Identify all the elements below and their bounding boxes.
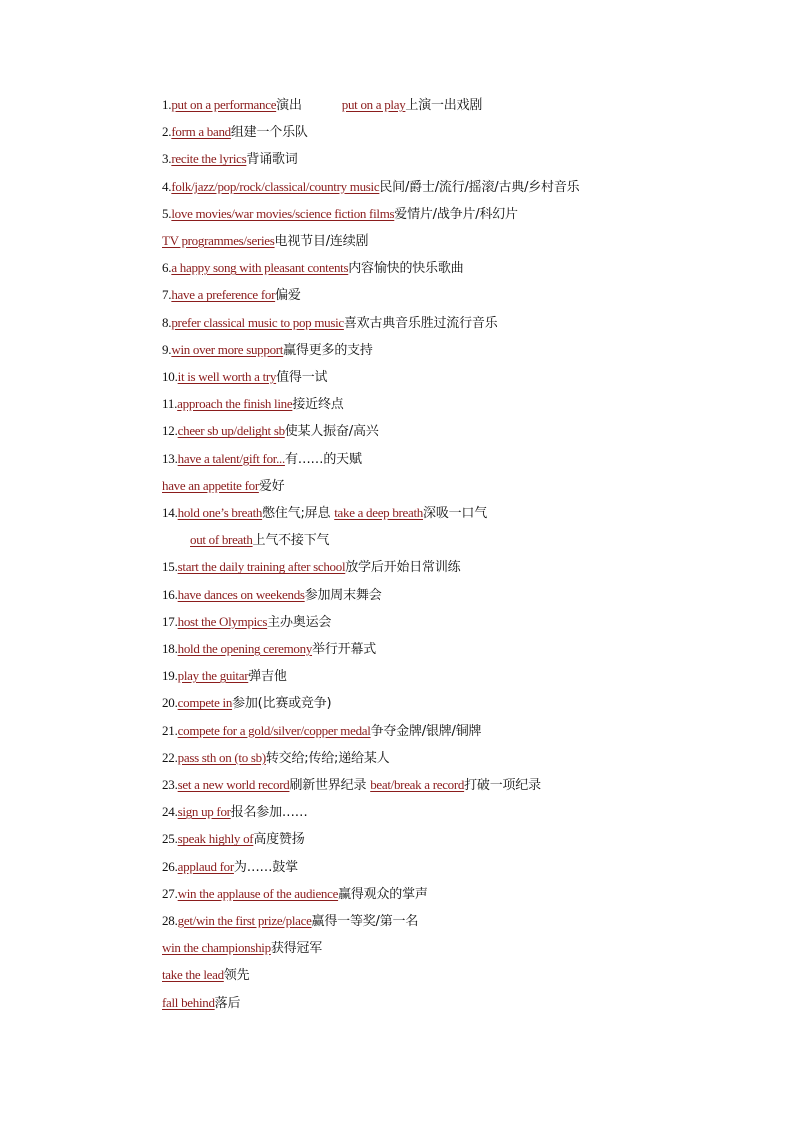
- item-number: 14.: [162, 505, 178, 520]
- phrase-line: [162, 829, 305, 849]
- chinese-meaning: 转交给;传给;递给某人: [265, 750, 390, 766]
- chinese-meaning: 为……鼓掌: [233, 859, 298, 875]
- chinese-meaning: 演出: [276, 98, 302, 113]
- english-phrase: put on a performance: [171, 97, 277, 112]
- item-number: 16.: [162, 586, 178, 602]
- chinese-meaning: 偏爱: [275, 288, 301, 304]
- chinese-meaning: 落后: [214, 995, 241, 1011]
- item-number: 13.: [162, 450, 178, 466]
- item-number: 23.: [162, 777, 178, 792]
- item-number: 9.: [162, 341, 172, 357]
- english-phrase: out of breath: [190, 532, 253, 548]
- phrase-line: [190, 530, 329, 550]
- chinese-meaning: 领先: [223, 968, 250, 984]
- english-phrase: TV programmes/series: [162, 233, 275, 248]
- english-phrase: compete for a gold/silver/copper medal: [177, 722, 371, 738]
- chinese-meaning: 喜欢古典音乐胜过流行音乐: [343, 315, 498, 331]
- phrase-line: [162, 911, 418, 931]
- item-number: 2.: [162, 124, 172, 140]
- phrase-line: [162, 231, 368, 251]
- english-phrase: set a new world record: [177, 777, 290, 792]
- english-phrase: have a talent/gift for...: [177, 450, 285, 466]
- item-number: 18.: [162, 641, 178, 656]
- phrase-line: [162, 666, 287, 686]
- item-number: 3.: [162, 151, 172, 167]
- item-number: 15.: [162, 559, 178, 575]
- chinese-meaning: 报名参加……: [230, 805, 308, 821]
- phrase-line: [162, 177, 579, 197]
- item-number: 25.: [162, 831, 178, 847]
- english-phrase: a happy song with pleasant contents: [171, 260, 349, 276]
- english-phrase: hold the opening ceremony: [177, 641, 313, 656]
- chinese-meaning: 赢得观众的掌声: [338, 886, 428, 902]
- item-number: 5.: [162, 205, 172, 221]
- phrase-line: [162, 721, 481, 741]
- chinese-meaning: 争夺金牌/银牌/铜牌: [370, 723, 482, 739]
- chinese-meaning: 接近终点: [292, 397, 344, 413]
- chinese-meaning: 组建一个乐队: [230, 125, 308, 141]
- phrase-line: [162, 884, 428, 904]
- chinese-meaning: 弹吉他: [248, 669, 287, 685]
- chinese-meaning: 深吸一口气: [423, 506, 488, 521]
- item-number: 20.: [162, 695, 178, 711]
- item-number: 26.: [162, 858, 178, 874]
- chinese-meaning: 打破一项纪录: [464, 778, 541, 793]
- chinese-meaning: 值得一试: [276, 370, 328, 385]
- phrase-line: [162, 476, 284, 496]
- chinese-meaning: 放学后开始日常训练: [345, 560, 461, 576]
- phrase-line: [162, 965, 249, 985]
- chinese-meaning: 背诵歌词: [246, 152, 298, 168]
- chinese-meaning: 憋住气;屏息: [262, 506, 331, 521]
- english-phrase: win the championship: [162, 940, 271, 956]
- item-number: 8.: [162, 314, 172, 330]
- english-phrase: form a band: [171, 124, 231, 140]
- phrase-line: [162, 775, 541, 795]
- item-number: 1.: [162, 97, 172, 112]
- phrase-line: [162, 258, 463, 278]
- english-phrase: love movies/war movies/science fiction films: [171, 205, 395, 221]
- item-number: 4.: [162, 178, 172, 194]
- english-phrase: cheer sb up/delight sb: [177, 423, 285, 439]
- english-phrase: beat/break a record: [370, 777, 465, 792]
- item-number: 21.: [162, 722, 178, 738]
- phrase-line: [162, 149, 298, 169]
- phrase-line: [162, 340, 373, 360]
- chinese-meaning: 有……的天赋: [284, 451, 362, 467]
- english-phrase: hold one’s breath: [177, 505, 263, 520]
- english-phrase: prefer classical music to pop music: [171, 314, 344, 330]
- english-phrase: sign up for: [177, 804, 231, 820]
- english-phrase: approach the finish line: [177, 396, 293, 412]
- phrase-line: [162, 639, 376, 659]
- chinese-meaning: 参加周末舞会: [304, 587, 382, 603]
- english-phrase: it is well worth a try: [177, 369, 277, 384]
- phrase-line: [162, 938, 322, 958]
- chinese-meaning: 使某人振奋/高兴: [284, 424, 379, 440]
- item-number: 11.: [162, 396, 178, 412]
- chinese-meaning: 内容愉快的快乐歌曲: [348, 261, 464, 277]
- item-number: 22.: [162, 749, 178, 765]
- chinese-meaning: 上演一出戏剧: [405, 98, 483, 113]
- english-phrase: start the daily training after school: [177, 559, 346, 575]
- english-phrase: compete in: [177, 695, 233, 711]
- phrase-line: [162, 367, 327, 387]
- phrase-line: [162, 693, 331, 713]
- english-phrase: have dances on weekends: [177, 586, 305, 602]
- item-number: 24.: [162, 804, 178, 820]
- english-phrase: fall behind: [162, 994, 215, 1010]
- item-number: 17.: [162, 613, 178, 629]
- english-phrase: have a preference for: [171, 287, 276, 303]
- english-phrase: win over more support: [171, 341, 284, 357]
- chinese-meaning: 获得冠军: [270, 941, 323, 957]
- chinese-meaning: 主办奥运会: [267, 614, 332, 630]
- phrase-line: [162, 313, 498, 333]
- chinese-meaning: 上气不接下气: [252, 533, 330, 549]
- phrase-line: [162, 421, 379, 441]
- phrase-line: [162, 802, 308, 822]
- english-phrase: pass sth on (to sb): [177, 749, 266, 765]
- item-number: 6.: [162, 260, 172, 276]
- english-phrase: get/win the first prize/place: [177, 913, 312, 928]
- phrase-line: [162, 993, 240, 1013]
- chinese-meaning: 爱好: [258, 478, 285, 494]
- phrase-line: [162, 612, 331, 632]
- item-number: 12.: [162, 423, 178, 439]
- english-phrase: have an appetite for: [162, 477, 259, 493]
- chinese-meaning: 电视节目/连续剧: [274, 234, 369, 249]
- chinese-meaning: 民间/爵士/流行/摇滚/古典/乡村音乐: [379, 179, 580, 195]
- phrase-line: [162, 585, 382, 605]
- chinese-meaning: 参加(比赛或竞争): [232, 696, 332, 712]
- phrase-line: [162, 122, 308, 142]
- english-phrase: applaud for: [177, 858, 234, 874]
- english-phrase: speak highly of: [177, 831, 254, 847]
- phrase-line: [162, 285, 301, 305]
- phrase-line: [162, 95, 482, 115]
- chinese-meaning: 赢得一等奖/第一名: [311, 914, 419, 929]
- phrase-line: [162, 503, 487, 523]
- chinese-meaning: 高度赞扬: [253, 832, 305, 848]
- english-phrase: recite the lyrics: [171, 151, 247, 167]
- phrase-line: [162, 857, 298, 877]
- phrase-line: [162, 748, 389, 768]
- phrase-line: [162, 557, 460, 577]
- item-number: 19.: [162, 668, 178, 684]
- english-phrase: host the Olympics: [177, 613, 268, 629]
- english-phrase: take a deep breath: [334, 505, 424, 520]
- chinese-meaning: 举行开幕式: [312, 642, 377, 657]
- chinese-meaning: 赢得更多的支持: [283, 342, 373, 358]
- chinese-meaning: 爱情片/战争片/科幻片: [394, 206, 518, 222]
- phrase-line: [162, 394, 344, 414]
- english-phrase: folk/jazz/pop/rock/classical/country music: [171, 178, 380, 194]
- item-number: 28.: [162, 913, 178, 928]
- phrase-line: [162, 204, 518, 224]
- phrase-line: [162, 449, 362, 469]
- chinese-meaning: 刷新世界纪录: [289, 778, 367, 793]
- english-phrase: take the lead: [162, 967, 224, 983]
- item-number: 27.: [162, 885, 178, 901]
- english-phrase: play the guitar: [177, 668, 249, 684]
- english-phrase: win the applause of the audience: [177, 885, 339, 901]
- english-phrase: put on a play: [341, 97, 406, 112]
- item-number: 10.: [162, 369, 178, 384]
- item-number: 7.: [162, 287, 172, 303]
